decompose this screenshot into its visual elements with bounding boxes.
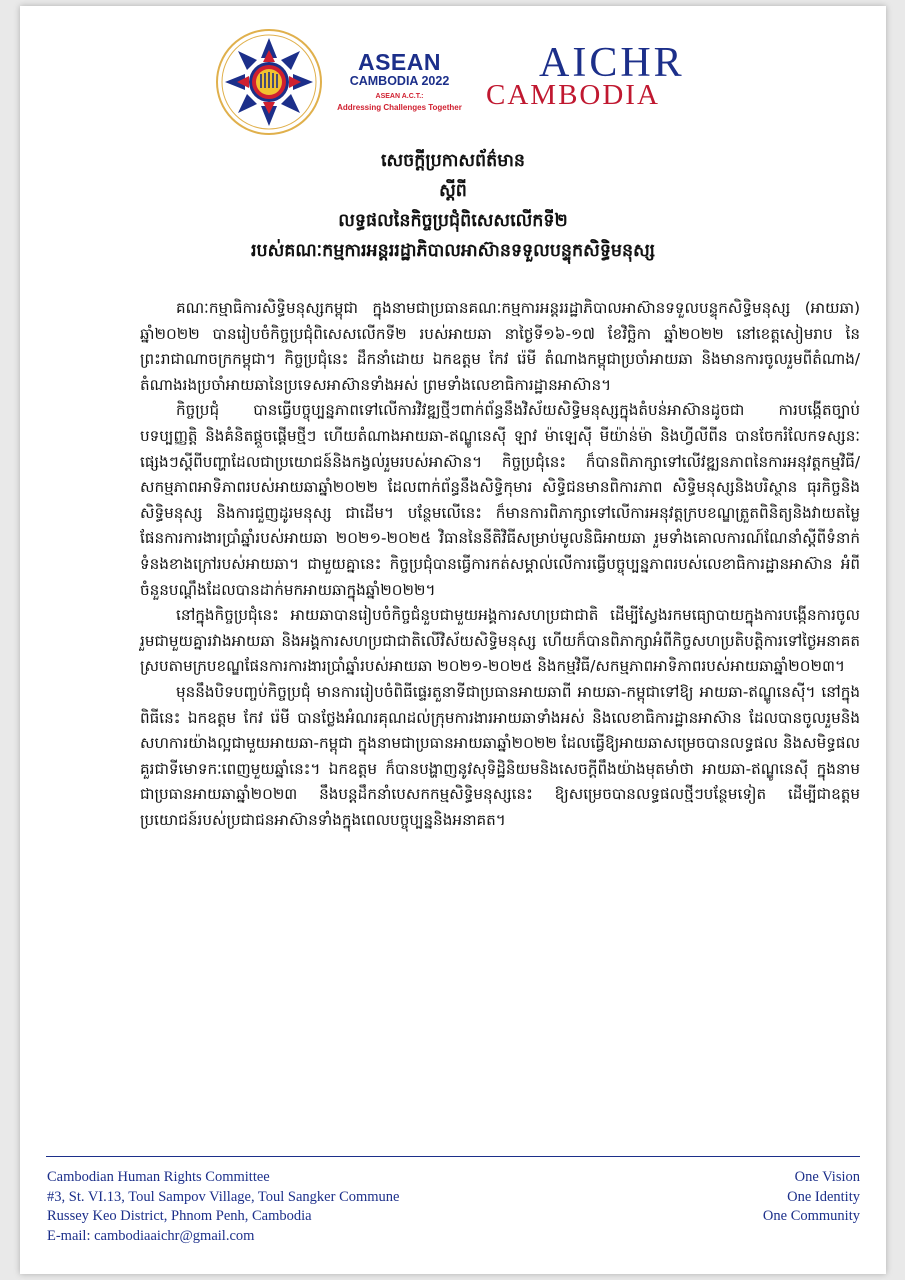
asean-logo-tagline-2: Addressing Challenges Together	[337, 103, 462, 112]
footer-district: Russey Keo District, Phnom Penh, Cambodia	[47, 1208, 312, 1224]
title-press-release: សេចក្តីប្រកាសព័ត៌មាន	[380, 151, 526, 171]
footer-street: #3, St. VI.13, Toul Sampov Village, Toul Sangker Commune	[47, 1188, 400, 1205]
asean-logo-title: ASEAN	[357, 49, 441, 75]
paragraph-1: គណៈកម្មាធិការសិទ្ធិមនុស្សកម្ពុជា ក្នុងនាមជាប្រធានគណៈកម្មការអន្តររដ្ឋាភិបាលអាស៊ានទទួលបន្ទុកសិទ្ធិមនុស្ស (អាយឆា) ឆ្នាំ២០២២ បានរៀបចំកិច្ចប្រជុំពិសេសលើកទី២ របស់អាយឆា នាថ្ងៃទី១៦-១៧ ខែវិច្ឆិកា ឆ្នាំ២០២២ នៅខេត្តសៀមរាប នៃព្រះរាជាណាចក្រកម្ពុជា។ កិច្ចប្រជុំនេះ ដឹកនាំដោយ ឯកឧត្តម កែវ រ៉េមី តំណាងកម្ពុជាប្រចាំអាយឆា និងមានការចូលរួមពីតំណាង/តំណាងរងប្រចាំអាយឆានៃប្រទេសអាស៊ានទាំងអស់ ព្រមទាំងលេខាធិការដ្ឋានអាស៊ាន។	[140, 299, 860, 394]
footer-divider	[46, 1156, 860, 1157]
footer-email[interactable]: E-mail: cambodiaaichr@gmail.com	[47, 1227, 255, 1244]
motto-one-community: One Community	[762, 1208, 860, 1224]
paragraph-2: កិច្ចប្រជុំ បានធ្វើបច្ចុប្បន្នភាពទៅលើការវិវឌ្ឍថ្មីៗពាក់ព័ន្ធនឹងវិស័យសិទ្ធិមនុស្សក្នុងតំបន់អាស៊ានដូចជា ការបង្កើតច្បាប់ បទប្បញ្ញត្តិ និងគំនិតផ្តួចផ្តើមថ្មីៗ ហើយតំណាងអាយឆា-ឥណ្ឌូនេស៊ី ឡាវ ម៉ាឡេស៊ី មីយ៉ាន់ម៉ា និងហ្វីលីពីន បានចែករំលែកទស្សនៈផ្សេងៗស្តីពីបញ្ហាដែលជាប្រយោជន៍និងកង្វល់រួមរបស់អាស៊ាន។ កិច្ចប្រជុំនេះ ក៏បានពិភាក្សាទៅលើវឌ្ឍនភាពនៃការអនុវត្តកម្មវិធី/សកម្មភាពអាទិភាពរបស់អាយឆាឆ្នាំ២០២២ ដែលពាក់ព័ន្ធនឹងសិទ្ធិកុមារ សិទ្ធិជនមានពិការភាព សិទ្ធិមនុស្សនិងបរិស្ថាន ធុរកិច្ចនិងសិទ្ធិមនុស្ស និងការជួញដូរមនុស្ស ជាដើម។ បន្ថែមលើនេះ ក៏មានការពិភាក្សាទៅលើការអនុវត្តក្របខណ្ឌត្រួតពិនិត្យនិងវាយតម្លៃផែនការការងារប្រាំឆ្នាំរបស់អាយឆា ២០២១-២០២៥ វិធាននៃនីតិវិធីសម្រាប់មូលនិធិអាយឆា រួមទាំងគោលការណ៍ណែនាំស្តីពីទំនាក់ទំនងខាងក្រៅរបស់អាយឆា។ ជាមួយគ្នានេះ កិច្ចប្រជុំបានធ្វើការកត់សម្គាល់លើការធ្វើបច្ចុប្បន្នភាពរបស់លេខាធិការដ្ឋានអាស៊ាន អំពីចំនួនបណ្តឹងដែលបានដាក់មកអាយឆាក្នុងឆ្នាំ២០២២។	[140, 401, 860, 599]
aichr-logo-bottom: CAMBODIA	[486, 79, 660, 111]
press-release-page	[20, 6, 886, 1274]
footer-motto	[763, 1168, 860, 1227]
title-regarding: ស្តីពី	[439, 181, 467, 201]
asean-emblem-icon	[215, 28, 323, 136]
press-release-body	[140, 296, 860, 833]
paragraph-3: នៅក្នុងកិច្ចប្រជុំនេះ អាយឆាបានរៀបចំកិច្ចជំនួបជាមួយអង្គការសហប្រជាជាតិ ដើម្បីស្វែងរកមធ្យោបាយក្នុងការបង្កើនការចូលរួមជាមួយគ្នារវាងអាយឆា និងអង្គការសហប្រជាជាតិលើវិស័យសិទ្ធិមនុស្ស ហើយក៏បានពិភាក្សាអំពីកិច្ចសហប្រតិបត្តិការទៅថ្ងៃអនាគតស្របតាមក្របខណ្ឌផែនការការងារប្រាំឆ្នាំរបស់អាយឆា ២០២១-២០២៥ និងកម្មវិធី/សកម្មភាពអាទិភាពរបស់អាយឆាឆ្នាំ២០២៣។	[140, 606, 860, 676]
footer-org-name: Cambodian Human Rights Committee	[47, 1169, 270, 1185]
asean-cambodia-logo	[332, 50, 467, 112]
motto-one-identity: One Identity	[787, 1188, 860, 1205]
paragraph-4: មុននឹងបិទបញ្ចប់កិច្ចប្រជុំ មានការរៀបចំពិធីផ្ទេរតួនាទីជាប្រធានអាយឆាពី អាយឆា-កម្ពុជាទៅឱ្យ អាយឆា-ឥណ្ឌូនេស៊ី។ នៅក្នុងពិធីនេះ ឯកឧត្តម កែវ រ៉េមី បានថ្លែងអំណរគុណដល់ក្រុមការងារអាយឆាទាំងអស់ និងលេខាធិការដ្ឋានអាស៊ាន ដែលបានចូលរួមនិងសហការយ៉ាងល្អជាមួយអាយឆា-កម្ពុជា ក្នុងនាមជាប្រធានអាយឆាឆ្នាំ២០២២ ដែលធ្វើឱ្យអាយឆាសម្រេចបានលទ្ធផល និងសមិទ្ធផលគួរជាទីមោទកៈពេញមួយឆ្នាំនេះ។ ឯកឧត្តម ក៏បានបង្ហាញនូវសុទិដ្ឋិនិយមនិងសេចក្តីពឹងយ៉ាងមុតមាំថា អាយឆា-ឥណ្ឌូនេស៊ី ក្នុងនាមជាប្រធានអាយឆាឆ្នាំ២០២៣ នឹងបន្តដឹកនាំបេសកកម្មសិទ្ធិមនុស្សនេះ ឱ្យសម្រេចបានលទ្ធផលថ្មីៗបន្ថែមទៀត ដើម្បីជាឧត្តមប្រយោជន៍របស់ប្រជាជនអាស៊ានទាំងក្នុងពេលបច្ចុប្បន្ននិងអនាគត។	[140, 682, 860, 829]
press-release-titles	[40, 146, 866, 266]
aichr-logo-top: AICHR	[539, 40, 685, 86]
footer-address	[47, 1168, 399, 1246]
title-commission-name: របស់គណៈកម្មការអន្តររដ្ឋាភិបាលអាស៊ានទទួលបន្ទុកសិទ្ធិមនុស្ស	[250, 241, 656, 261]
asean-logo-tagline-1: ASEAN A.C.T.:	[375, 93, 424, 100]
motto-one-vision: One Vision	[794, 1169, 860, 1185]
title-meeting-outcome: លទ្ធផលនៃកិច្ចប្រជុំពិសេសលើកទី២	[338, 211, 568, 231]
asean-logo-subtitle: CAMBODIA 2022	[349, 74, 450, 88]
